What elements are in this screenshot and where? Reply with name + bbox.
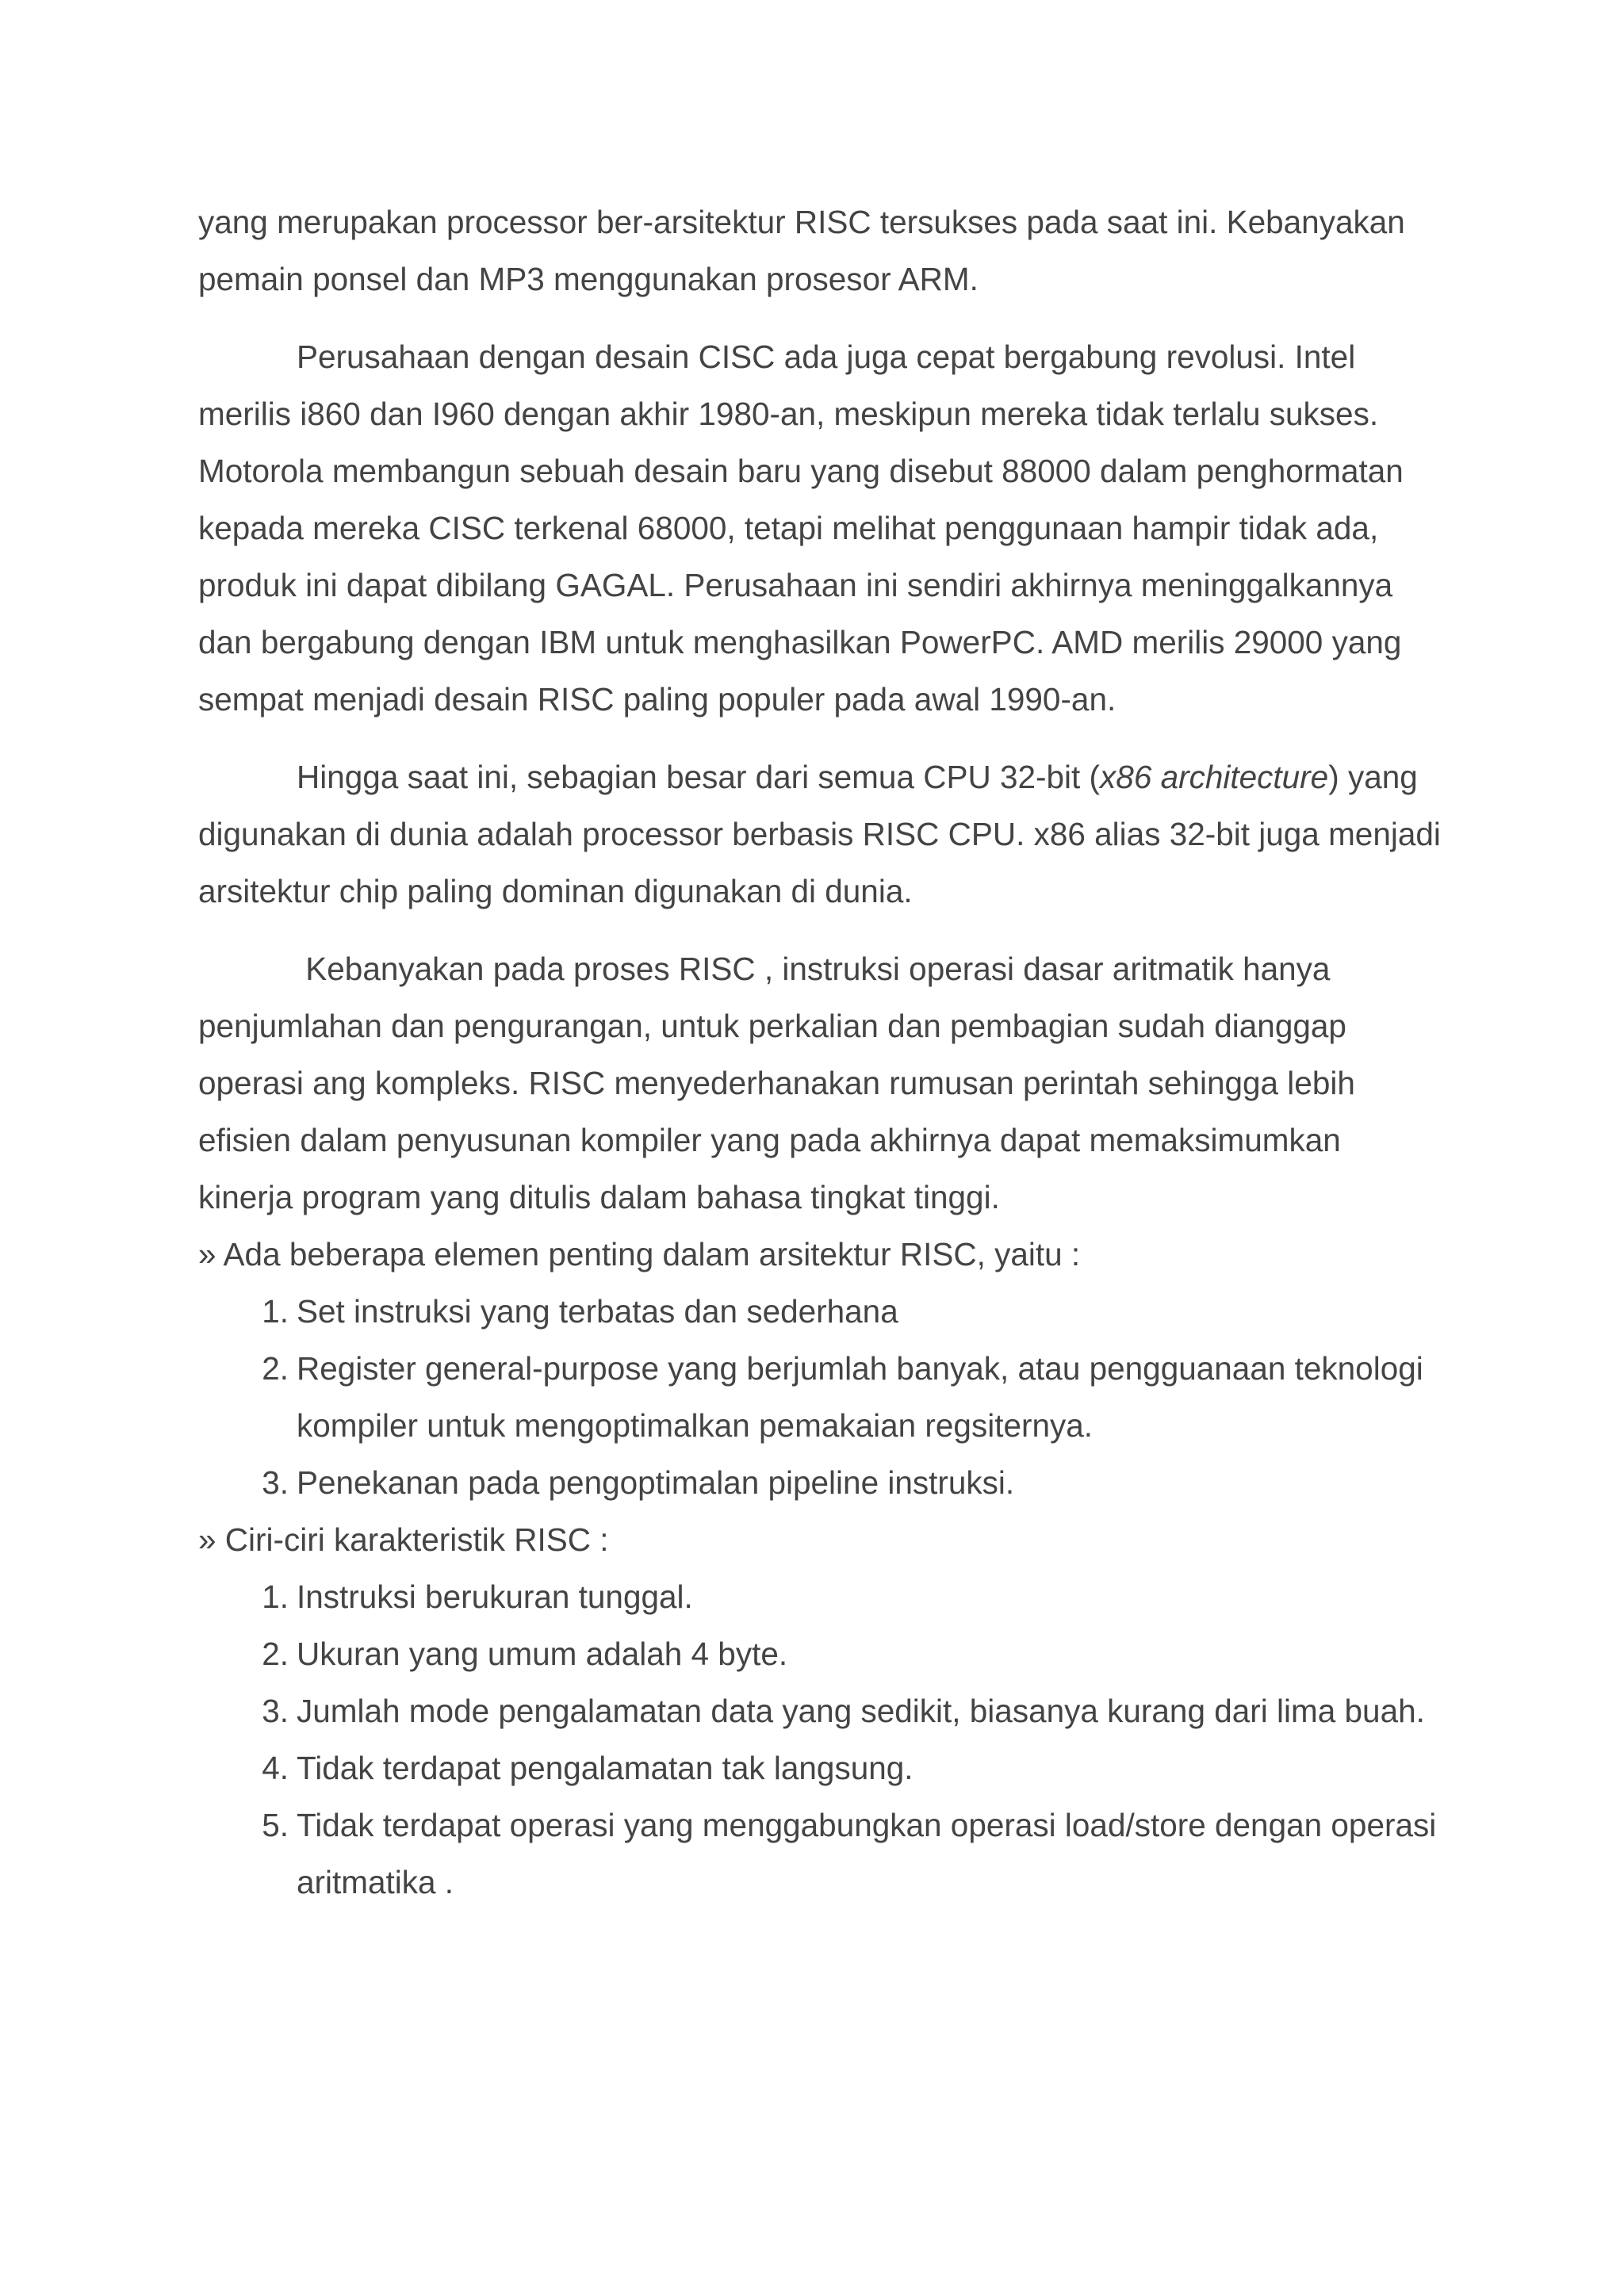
- paragraph-x86-before: Hingga saat ini, sebagian besar dari semua CPU 32-bit (: [297, 759, 1101, 795]
- list-item-text: Jumlah mode pengalamatan data yang sedikit, biasanya kurang dari lima buah.: [297, 1693, 1425, 1729]
- list-item: [198, 1739, 1443, 1797]
- list-item: [198, 1797, 1443, 1911]
- list-item: [198, 1454, 1443, 1511]
- paragraph-x86-after: ) yang digunakan di dunia adalah processor berbasis RISC CPU. x86 alias 32-bit juga menjadi arsitektur chip paling dominan digunakan di dunia.: [198, 759, 1441, 909]
- paragraph-arm: yang merupakan processor ber-arsitektur RISC tersukses pada saat ini. Kebanyakan pemain ponsel dan MP3 menggunakan prosesor ARM.: [198, 204, 1405, 297]
- list-item-number: 2.: [262, 1350, 289, 1387]
- list-item-text: Set instruksi yang terbatas dan sederhana: [297, 1293, 898, 1330]
- list-item-number: 1.: [262, 1293, 289, 1330]
- characteristics-heading: » Ciri-ciri karakteristik RISC :: [198, 1521, 609, 1558]
- list-item-text: Tidak terdapat pengalamatan tak langsung.: [297, 1750, 914, 1786]
- list-item: [198, 1568, 1443, 1625]
- list-item: [198, 1625, 1443, 1682]
- paragraph-risc-arithmetic: Kebanyakan pada proses RISC , instruksi operasi dasar aritmatik hanya penjumlahan dan pengurangan, untuk perkalian dan pembagian sudah dianggap operasi ang kompleks. RISC menyederhanakan rumusan perintah sehingga lebih efisien dalam penyusunan kompiler yang pada akhirnya dapat memaksimumkan kinerja program yang ditulis dalam bahasa tingkat tinggi.: [198, 951, 1365, 1215]
- list-item-text: Penekanan pada pengoptimalan pipeline instruksi.: [297, 1464, 1015, 1501]
- list-item-text: Register general-purpose yang berjumlah banyak, atau pengguanaan teknologi kompiler untuk mengoptimalkan pemakaian regsiternya.: [297, 1350, 1423, 1444]
- document-page: [198, 193, 1443, 1911]
- list-item: [198, 1340, 1443, 1454]
- list-item: [198, 1682, 1443, 1739]
- list-item-number: 1.: [262, 1578, 289, 1615]
- paragraph-cisc-companies: Perusahaan dengan desain CISC ada juga cepat bergabung revolusi. Intel merilis i860 dan I960 dengan akhir 1980-an, meskipun mereka tidak terlalu sukses. Motorola membangun sebuah desain baru yang disebut 88000 dalam penghormatan kepada mereka CISC terkenal 68000, tetapi melihat penggunaan hampir tidak ada, produk ini dapat dibilang GAGAL. Perusahaan ini sendiri akhirnya meninggalkannya dan bergabung dengan IBM untuk menghasilkan PowerPC. AMD merilis 29000 yang sempat menjadi desain RISC paling populer pada awal 1990-an.: [198, 339, 1404, 718]
- characteristics-list: [198, 1568, 1443, 1911]
- list-item-number: 5.: [262, 1807, 289, 1843]
- list-item-text: Ukuran yang umum adalah 4 byte.: [297, 1636, 788, 1672]
- list-item-number: 3.: [262, 1693, 289, 1729]
- list-item: [198, 1283, 1443, 1340]
- elements-heading: » Ada beberapa elemen penting dalam arsitektur RISC, yaitu :: [198, 1236, 1081, 1272]
- list-item-number: 4.: [262, 1750, 289, 1786]
- paragraph-x86-italic: x86 architecture: [1100, 759, 1329, 795]
- paragraph-x86: [198, 748, 1443, 920]
- list-item-number: 3.: [262, 1464, 289, 1501]
- list-item-text: Instruksi berukuran tunggal.: [297, 1578, 693, 1615]
- list-item-number: 2.: [262, 1636, 289, 1672]
- elements-list: [198, 1283, 1443, 1511]
- list-item-text: Tidak terdapat operasi yang menggabungkan operasi load/store dengan operasi aritmatika .: [297, 1807, 1437, 1900]
